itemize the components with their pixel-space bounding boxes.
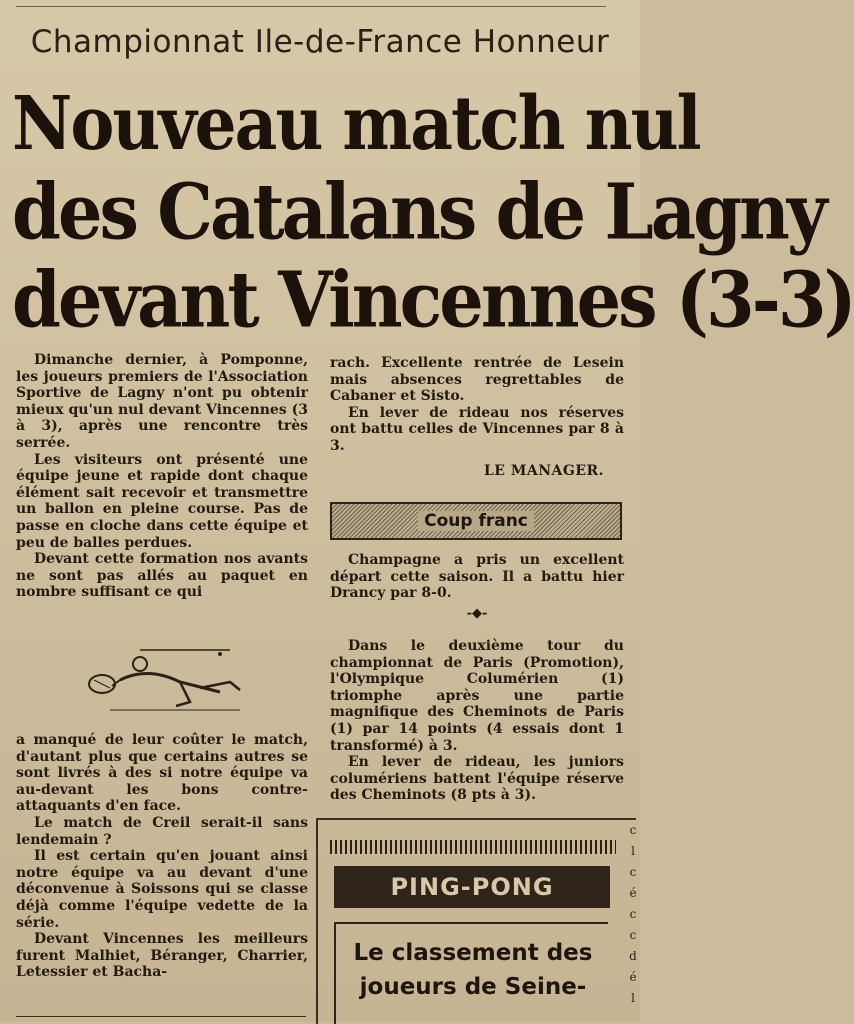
- article-paragraph: Le match de Creil serait-il sans lendemain ?: [16, 814, 308, 848]
- coup-franc-banner: [330, 502, 622, 540]
- edge-letter: é: [629, 886, 637, 900]
- coup-franc-label: Coup franc: [418, 511, 534, 531]
- edge-letter: d: [629, 949, 637, 963]
- article-paragraph: Dimanche dernier, à Pomponne, les joueurs premiers de l'Association Sportive de Lagny n'ont pu obtenir mieux qu'un nul devant Vincennes (3 à 3), après une rencontre très serrée.: [16, 352, 308, 451]
- ping-pong-banner: [334, 866, 610, 908]
- article-paragraph: Les visiteurs ont présenté une équipe jeune et rapide dont chaque élément sait recevoir et transmettre un ballon en pleine course. Pas de passe en cloche dans cette équipe et peu de balles perdues.: [16, 451, 308, 551]
- ping-pong-label: PING-PONG: [390, 873, 554, 901]
- classement-title: [338, 936, 608, 1004]
- adjacent-column-edge: [626, 820, 640, 1009]
- article-paragraph: a manqué de leur coûter le match, d'autant plus que certains autres se sont livrés à des si notre équipe va au-devant les bons contre-attaquants d'en face.: [16, 732, 308, 815]
- headline-line-1: Nouveau match nul: [12, 79, 700, 167]
- edge-letter: l: [631, 991, 635, 1005]
- coup-franc-paragraph: Champagne a pris un excellent départ cette saison. Il a battu hier Drancy par 8-0.: [330, 552, 624, 602]
- article-paragraph: En lever de rideau nos réserves ont battu celles de Vincennes par 8 à 3.: [330, 404, 624, 454]
- edge-letter: l: [631, 844, 635, 858]
- article-paragraph: Il est certain qu'en jouant ainsi notre équipe va au devant d'une déconvenue à Soissons qui se classe déjà comme l'équipe vedette de la série.: [16, 848, 308, 931]
- coup-franc-column: [330, 552, 624, 628]
- headline-line-2: des Catalans de Lagny: [12, 165, 825, 258]
- edge-letter: c: [629, 823, 637, 837]
- edge-letter: c: [629, 907, 637, 921]
- article-column-left: [16, 352, 308, 601]
- separator-ornament: -◆-: [466, 605, 488, 621]
- article-column-right: [330, 355, 624, 479]
- coup-franc-paragraph: Dans le deuxième tour du championnat de Paris (Promotion), l'Olympique Columérien (1) triomphe après une partie magnifique des Cheminots de Paris (1) par 14 points (4 essais dont 1 transformé) à 3.: [330, 638, 624, 754]
- bottom-rule: [16, 1016, 306, 1017]
- article-paragraph: Devant cette formation nos avants ne sont pas allés au paquet en nombre suffisant ce qui: [16, 551, 308, 601]
- article-paragraph: rach. Excellente rentrée de Lesein mais absences regrettables de Cabaner et Sisto.: [330, 355, 624, 405]
- top-rule: [16, 6, 606, 7]
- article-paragraph: Devant Vincennes les meilleurs furent Malhiet, Béranger, Charrier, Letessier et Bacha-: [16, 931, 308, 981]
- headline-line-3: devant Vincennes (3-3): [12, 253, 854, 346]
- edge-letter: c: [629, 865, 637, 879]
- coup-franc-column-continued: [330, 638, 624, 804]
- article-column-left-continued: [16, 732, 308, 981]
- kicker: Championnat Ile-de-France Honneur: [30, 24, 610, 60]
- rugby-player-illustration: [80, 640, 250, 720]
- coup-franc-paragraph: En lever de rideau, les juniors columériens battent l'équipe réserve des Cheminots (8 pts à 3).: [330, 754, 624, 804]
- edge-letter: é: [629, 970, 637, 984]
- edge-letter: c: [629, 928, 637, 942]
- decorative-comb-rule: [330, 840, 616, 854]
- article-signature: LE MANAGER.: [483, 462, 604, 479]
- classement-title-line: Le classement des: [353, 940, 593, 966]
- classement-title-line: joueurs de Seine-: [359, 974, 587, 1000]
